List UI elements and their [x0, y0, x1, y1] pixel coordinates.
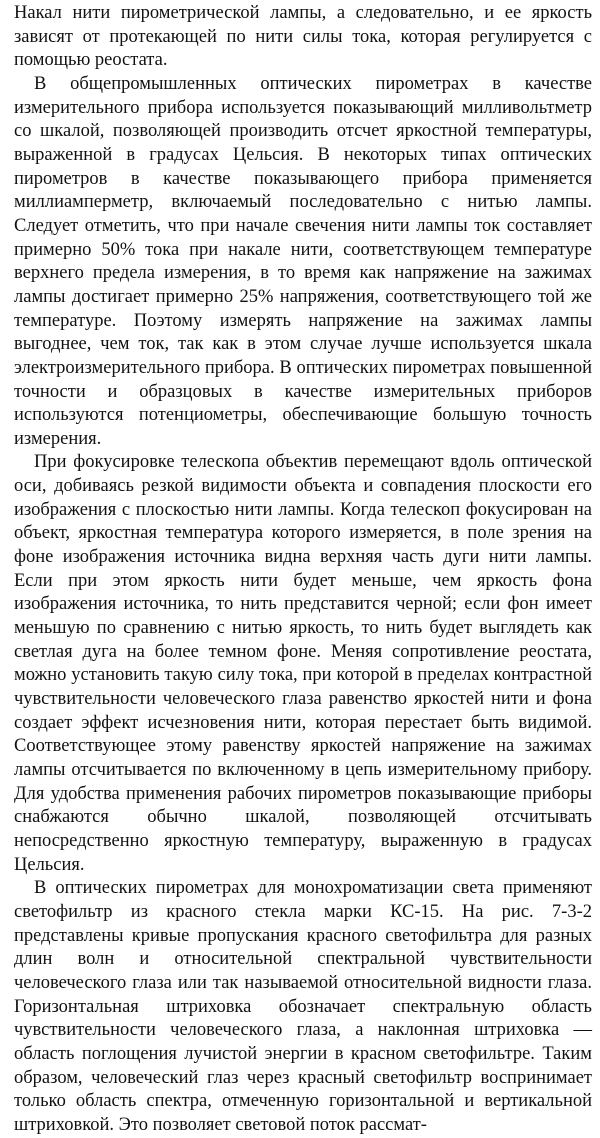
paragraph-red-filter: В оптических пирометрах для монохроматизации света применяют светофильтр из красного стекла марки КС-15. На рис. 7-3-2 представлены кривые пропускания красного светофильтра для разных длин волн и относительной спектральной чувствительности человеческого глаза или так называемой относительной видности глаза. Горизонтальная штриховка обозначает спектральную область чувствительности человеческого глаза, а наклонная штриховка — область поглощения лучистой энергии в красном светофильтре. Таким образом, человеческий глаз через красный светофильтр воспринимает только область спектра, отмеченную горизонтальной и вертикальной штриховкой. Это позволяет световой поток рассмат-	[14, 878, 592, 1135]
paragraph-measuring-instruments: В общепромышленных оптических пирометрах в качестве измерительного прибора используется показывающий милливольтметр со шкалой, позволяющей производить отсчет яркостной температуры, выраженной в градусах Цельсия. В некоторых типах оптических пирометров в качестве показывающего прибора применяется миллиамперметр, включаемый последовательно с нитью лампы. Следует отметить, что при начале свечения нити лампы ток составляет примерно 50% тока при накале нити, соответствующем температуре верхнего предела измерения, в то время как напряжение на зажимах лампы достигает примерно 25% напряжения, соответствующего той же температуре. Поэтому измерять напряжение на зажимах лампы выгоднее, чем ток, так как в этом случае лучше используется шкала электроизмерительного прибора. В оптических пирометрах повышенной точности и образцовых в качестве измерительных приборов используются потенциометры, обеспечивающие большую точность измерения.	[14, 73, 592, 449]
paragraph-1-continuation: Накал нити пирометрической лампы, а следовательно, и ее яркость зависят от протекающей по нити силы тока, которая регулируется с помощью реостата.	[14, 3, 592, 71]
paragraph-telescope-focusing: При фокусировке телескопа объектив перемещают вдоль оптической оси, добиваясь резкой видимости объекта и совпадения плоскости его изображения с плоскостью нити лампы. Когда телескоп фокусирован на объект, яркостная температура которого измеряется, в поле зрения на фоне изображения источника видна верхняя часть дуги нити лампы. Если при этом яркость нити будет меньше, чем яркость фона изображения источника, то нить представится черной; если фон имеет меньшую по сравнению с нитью яркость, то нить будет выглядеть как светлая дуга на более темном фоне. Меняя сопротивление реостата, можно установить такую силу тока, при которой в пределах контрастной чувствительности человеческого глаза равенство яркостей нити и фона создает эффект исчезновения нити, которая перестает быть видимой. Соответствующее этому равенству яркостей напряжение на зажимах лампы отсчитывается по включенному в цепь измерительному прибору. Для удобства применения рабочих пирометров показывающие приборы снабжаются обычно шкалой, позволяющей отсчитывать непосредственно яркостную температуру, выраженную в градусах Цельсия.	[14, 452, 592, 875]
